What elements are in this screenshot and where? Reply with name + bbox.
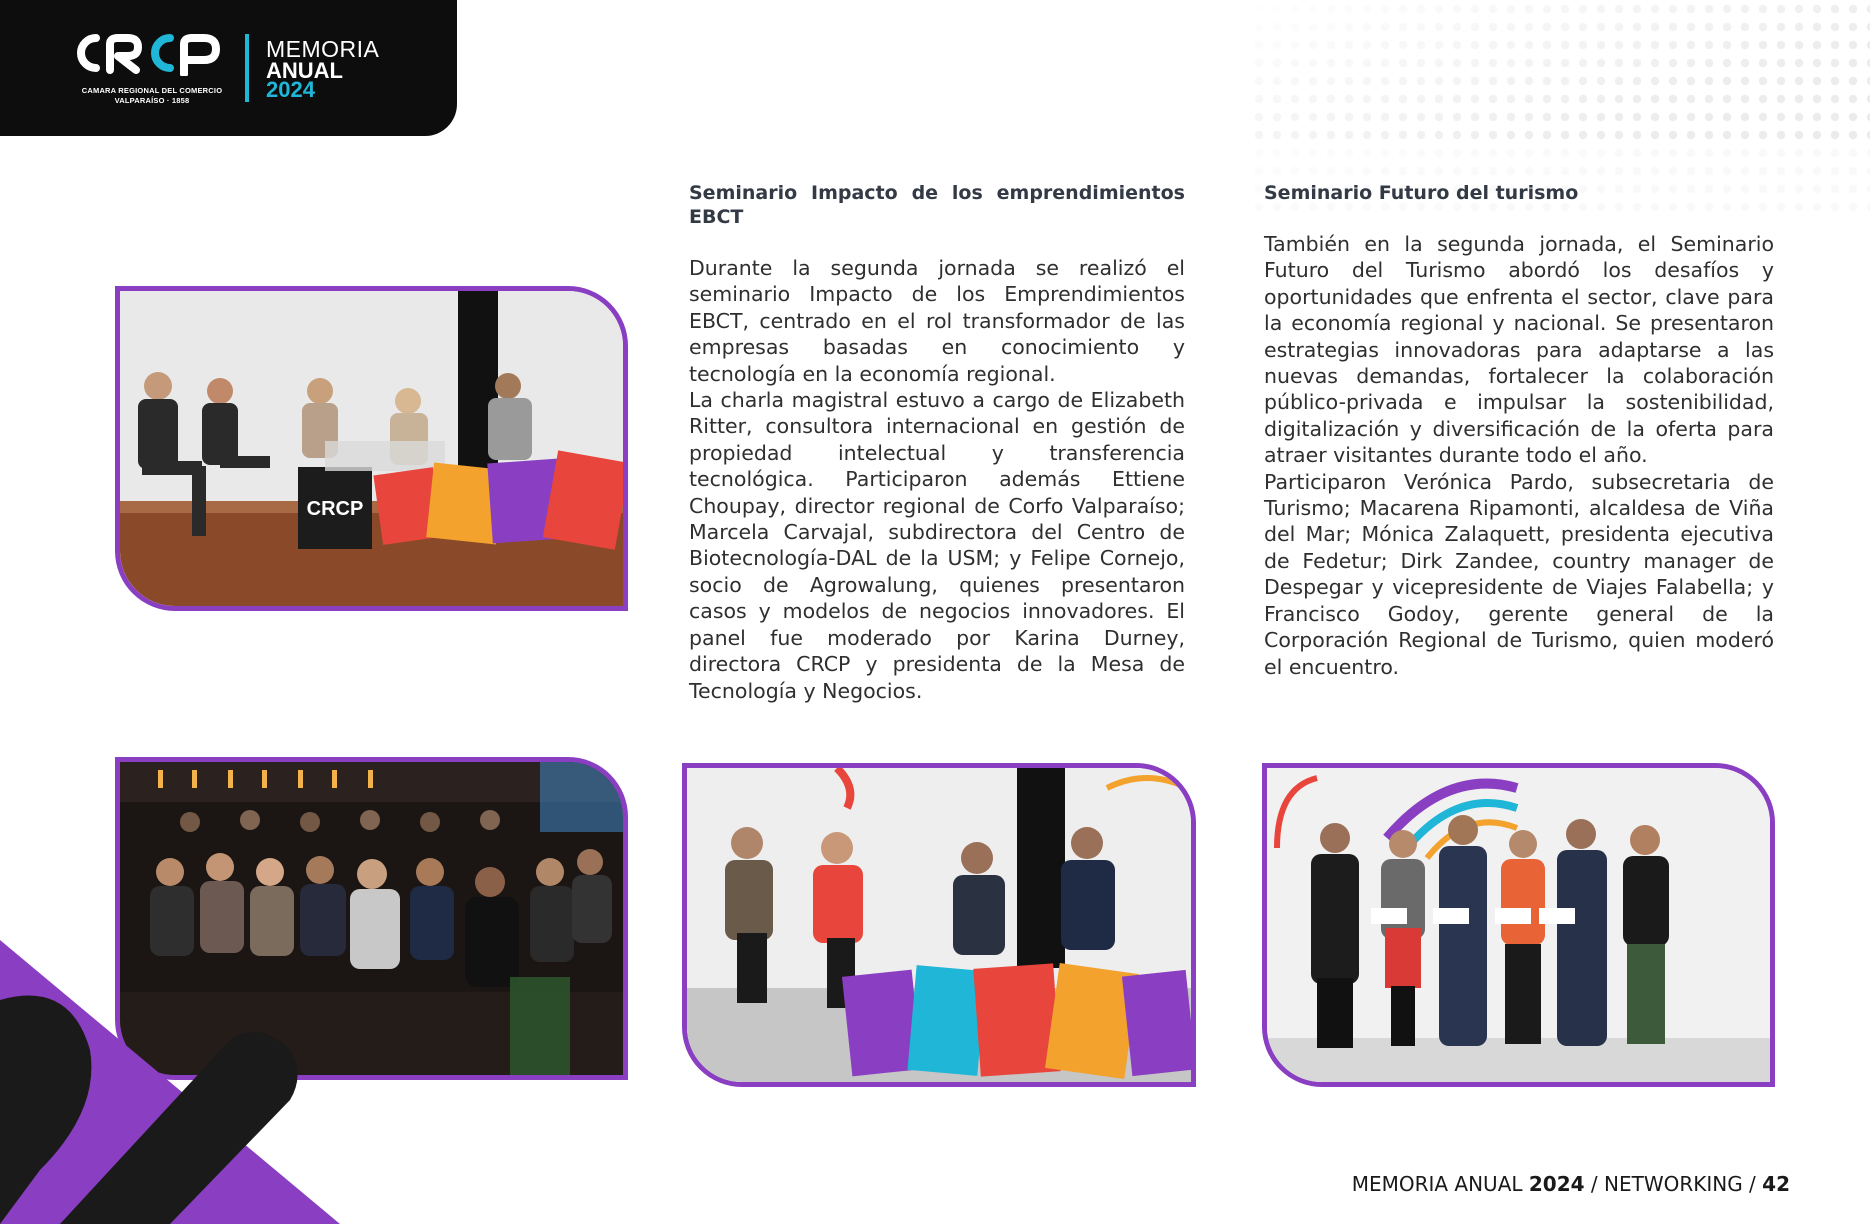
corner-shape-decoration	[0, 940, 340, 1224]
section-turismo	[1264, 181, 1774, 680]
stage-sign-text: CRCP	[306, 498, 364, 520]
section-turismo-paragraph-1: También en la segunda jornada, el Seminario Futuro del Turismo abordó los desafíos y oportunidades que enfrenta el sector, clave para la economía regional y nacional. Se presentaron estrategias innovadoras para adaptarse a las nuevas demandas, fortalecer la colaboración público-privada e impulsar la sostenibilidad, digitalización y diversificación de la oferta para atraer visitantes durante todo el año.	[1264, 232, 1774, 468]
crcp-logo	[74, 30, 226, 76]
footer-year: 2024	[1528, 1172, 1585, 1196]
footer-section: / NETWORKING /	[1584, 1172, 1763, 1196]
header-badge	[0, 0, 457, 136]
footer-prefix: MEMORIA ANUAL	[1351, 1172, 1529, 1196]
photo-tourism-group	[1262, 763, 1775, 1087]
section-ebct-paragraph-2: La charla magistral estuvo a cargo de Elizabeth Ritter, consultora internacional en gestión de propiedad intelectual y transferencia tecnológica. Participaron además Ettiene Choupay, director regional de Corfo Valparaíso; Marcela Carvajal, subdirectora del Centro de Biotecnología-DAL de la USM; y Felipe Cornejo, socio de Agrowalung, quienes presentaron casos y modelos de negocios innovadores. El panel fue moderado por Karina Durney, directora CRCP y presidenta de la Mesa de Tecnología y Negocios.	[689, 388, 1185, 703]
photo-ebct-panel	[115, 286, 628, 611]
section-turismo-title: Seminario Futuro del turismo	[1264, 182, 1579, 204]
section-turismo-paragraph-2: Participaron Verónica Pardo, subsecretaria de Turismo; Macarena Ripamonti, alcaldesa de Viña del Mar; Mónica Zalaquett, presidenta ejecutiva de Fedetur; Dirk Zandee, country manager de Despegar y vicepresidente de Viajes Falabella; y Francisco Godoy, gerente general de la Corporación Regional de Turismo, quien moderó el encuentro.	[1264, 469, 1774, 679]
logo-subtitle	[72, 86, 232, 106]
logo-subtitle-line1: CAMARA REGIONAL DEL COMERCIO	[81, 86, 223, 95]
section-ebct	[689, 181, 1185, 704]
photo-tech-panel	[682, 763, 1196, 1087]
header-title-line2: ANUAL	[266, 58, 343, 83]
footer-page-number: 42	[1762, 1172, 1790, 1196]
header-title-line1: MEMORIA	[266, 36, 380, 62]
section-ebct-title: Seminario Impacto de los emprendimientos EBCT	[689, 182, 1185, 228]
page-footer	[1352, 1172, 1790, 1196]
section-ebct-paragraph-1: Durante la segunda jornada se realizó el seminario Impacto de los Emprendimientos EBCT, centrado en el rol transformador de las empresas basadas en conocimiento y tecnología en la economía regional.	[689, 256, 1185, 386]
logo-subtitle-line2: VALPARAÍSO · 1858	[114, 96, 190, 105]
header-divider	[245, 34, 249, 102]
header-title-year: 2024	[266, 77, 315, 102]
